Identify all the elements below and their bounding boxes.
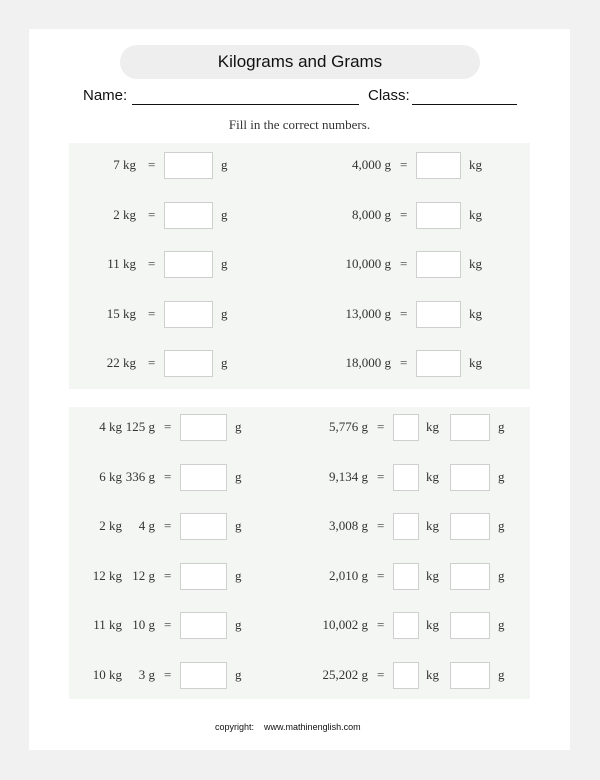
answer-box-g[interactable] bbox=[450, 414, 490, 441]
answer-box-g[interactable] bbox=[180, 612, 227, 639]
equals-sign: = bbox=[377, 617, 385, 632]
answer-box-kg[interactable] bbox=[393, 612, 419, 639]
answer-box-g[interactable] bbox=[180, 414, 227, 441]
answer-box-g[interactable] bbox=[450, 563, 490, 590]
quantity-kg-part: 10 kg bbox=[92, 666, 122, 682]
quantity-g-part: 10 g bbox=[132, 617, 155, 632]
unit-kg: kg bbox=[469, 157, 482, 172]
equals-sign: = bbox=[400, 157, 408, 172]
equals-sign: = bbox=[148, 305, 156, 321]
unit-g: g bbox=[498, 468, 505, 484]
unit-kg: kg bbox=[426, 617, 439, 632]
quantity-g: 13,000 g bbox=[345, 305, 391, 321]
answer-box-g[interactable] bbox=[164, 152, 213, 179]
answer-box-g[interactable] bbox=[180, 464, 227, 491]
name-label: Name: bbox=[83, 87, 128, 104]
quantity-kg-part: 4 kg bbox=[99, 419, 122, 434]
equals-sign: = bbox=[164, 617, 172, 632]
equals-sign: = bbox=[164, 468, 172, 484]
unit-kg: kg bbox=[426, 518, 439, 533]
equals-sign: = bbox=[377, 518, 385, 533]
equals-sign: = bbox=[164, 666, 172, 682]
equals-sign: = bbox=[400, 355, 408, 370]
answer-box-kg[interactable] bbox=[416, 251, 461, 278]
answer-box-g[interactable] bbox=[164, 301, 213, 328]
answer-box-kg[interactable] bbox=[416, 152, 461, 179]
unit-kg: kg bbox=[426, 419, 439, 434]
unit-g: g bbox=[221, 355, 228, 370]
quantity-kg-part: 12 kg bbox=[92, 567, 122, 583]
quantity-g: 4,000 g bbox=[352, 157, 391, 172]
unit-g: g bbox=[498, 567, 505, 583]
answer-box-kg[interactable] bbox=[393, 513, 419, 540]
unit-kg: kg bbox=[426, 468, 439, 484]
quantity-g: 10,000 g bbox=[345, 256, 391, 271]
equals-sign: = bbox=[400, 206, 408, 222]
equals-sign: = bbox=[377, 666, 385, 682]
answer-box-g[interactable] bbox=[180, 513, 227, 540]
quantity-g-part: 336 g bbox=[125, 468, 155, 484]
answer-box-g[interactable] bbox=[164, 251, 213, 278]
unit-g: g bbox=[221, 256, 228, 271]
equals-sign: = bbox=[400, 256, 408, 271]
unit-g: g bbox=[221, 157, 228, 172]
quantity-g: 10,002 g bbox=[322, 617, 368, 632]
equals-sign: = bbox=[377, 468, 385, 484]
quantity-kg: 11 kg bbox=[107, 256, 136, 271]
quantity-g: 3,008 g bbox=[329, 518, 368, 533]
unit-g: g bbox=[235, 617, 242, 632]
class-line[interactable] bbox=[412, 104, 517, 105]
answer-box-g[interactable] bbox=[450, 612, 490, 639]
quantity-kg: 2 kg bbox=[113, 206, 136, 222]
quantity-g: 18,000 g bbox=[345, 355, 391, 370]
answer-box-g[interactable] bbox=[450, 513, 490, 540]
quantity-g-part: 125 g bbox=[125, 419, 155, 434]
quantity-kg-part: 11 kg bbox=[93, 617, 122, 632]
equals-sign: = bbox=[148, 355, 156, 370]
unit-kg: kg bbox=[469, 256, 482, 271]
copyright-label: copyright: bbox=[215, 722, 255, 732]
unit-g: g bbox=[498, 666, 505, 682]
answer-box-kg[interactable] bbox=[393, 662, 419, 689]
answer-box-g[interactable] bbox=[164, 202, 213, 229]
class-label: Class: bbox=[368, 87, 410, 104]
name-line[interactable] bbox=[132, 104, 359, 105]
quantity-g: 9,134 g bbox=[329, 468, 368, 484]
equals-sign: = bbox=[400, 305, 408, 321]
answer-box-g[interactable] bbox=[180, 563, 227, 590]
copyright-footer bbox=[215, 722, 361, 732]
answer-box-g[interactable] bbox=[450, 464, 490, 491]
unit-kg: kg bbox=[469, 206, 482, 222]
answer-box-kg[interactable] bbox=[393, 414, 419, 441]
unit-g: g bbox=[498, 419, 505, 434]
unit-g: g bbox=[221, 305, 228, 321]
unit-kg: kg bbox=[469, 355, 482, 370]
answer-box-g[interactable] bbox=[180, 662, 227, 689]
site-url: www.mathinenglish.com bbox=[264, 722, 361, 732]
quantity-g: 5,776 g bbox=[329, 419, 368, 434]
answer-box-g[interactable] bbox=[164, 350, 213, 377]
equals-sign: = bbox=[377, 419, 385, 434]
answer-box-kg[interactable] bbox=[393, 464, 419, 491]
unit-g: g bbox=[235, 419, 242, 434]
quantity-g-part: 12 g bbox=[132, 567, 155, 583]
quantity-g: 2,010 g bbox=[329, 567, 368, 583]
section-mixed-units bbox=[69, 407, 530, 699]
quantity-kg: 22 kg bbox=[106, 355, 136, 370]
section-kg-to-g bbox=[69, 143, 530, 389]
unit-g: g bbox=[235, 666, 242, 682]
equals-sign: = bbox=[377, 567, 385, 583]
unit-g: g bbox=[221, 206, 228, 222]
unit-g: g bbox=[235, 468, 242, 484]
quantity-kg: 15 kg bbox=[106, 305, 136, 321]
answer-box-kg[interactable] bbox=[393, 563, 419, 590]
answer-box-kg[interactable] bbox=[416, 202, 461, 229]
answer-box-g[interactable] bbox=[450, 662, 490, 689]
quantity-kg: 7 kg bbox=[113, 157, 136, 172]
equals-sign: = bbox=[164, 567, 172, 583]
answer-box-kg[interactable] bbox=[416, 301, 461, 328]
equals-sign: = bbox=[148, 206, 156, 222]
unit-g: g bbox=[235, 567, 242, 583]
quantity-g-part: 3 g bbox=[138, 666, 155, 682]
unit-kg: kg bbox=[426, 666, 439, 682]
worksheet bbox=[29, 29, 570, 750]
unit-kg: kg bbox=[426, 567, 439, 583]
equals-sign: = bbox=[164, 419, 172, 434]
answer-box-kg[interactable] bbox=[416, 350, 461, 377]
quantity-g: 8,000 g bbox=[352, 206, 391, 222]
instruction-text: Fill in the correct numbers. bbox=[228, 117, 371, 132]
equals-sign: = bbox=[148, 256, 156, 271]
equals-sign: = bbox=[148, 157, 156, 172]
unit-kg: kg bbox=[469, 305, 482, 321]
worksheet-title: Kilograms and Grams bbox=[120, 45, 480, 79]
quantity-g-part: 4 g bbox=[138, 518, 155, 533]
quantity-kg-part: 2 kg bbox=[99, 518, 122, 533]
quantity-kg-part: 6 kg bbox=[99, 468, 122, 484]
unit-g: g bbox=[498, 518, 505, 533]
unit-g: g bbox=[498, 617, 505, 632]
equals-sign: = bbox=[164, 518, 172, 533]
unit-g: g bbox=[235, 518, 242, 533]
quantity-g: 25,202 g bbox=[322, 666, 368, 682]
